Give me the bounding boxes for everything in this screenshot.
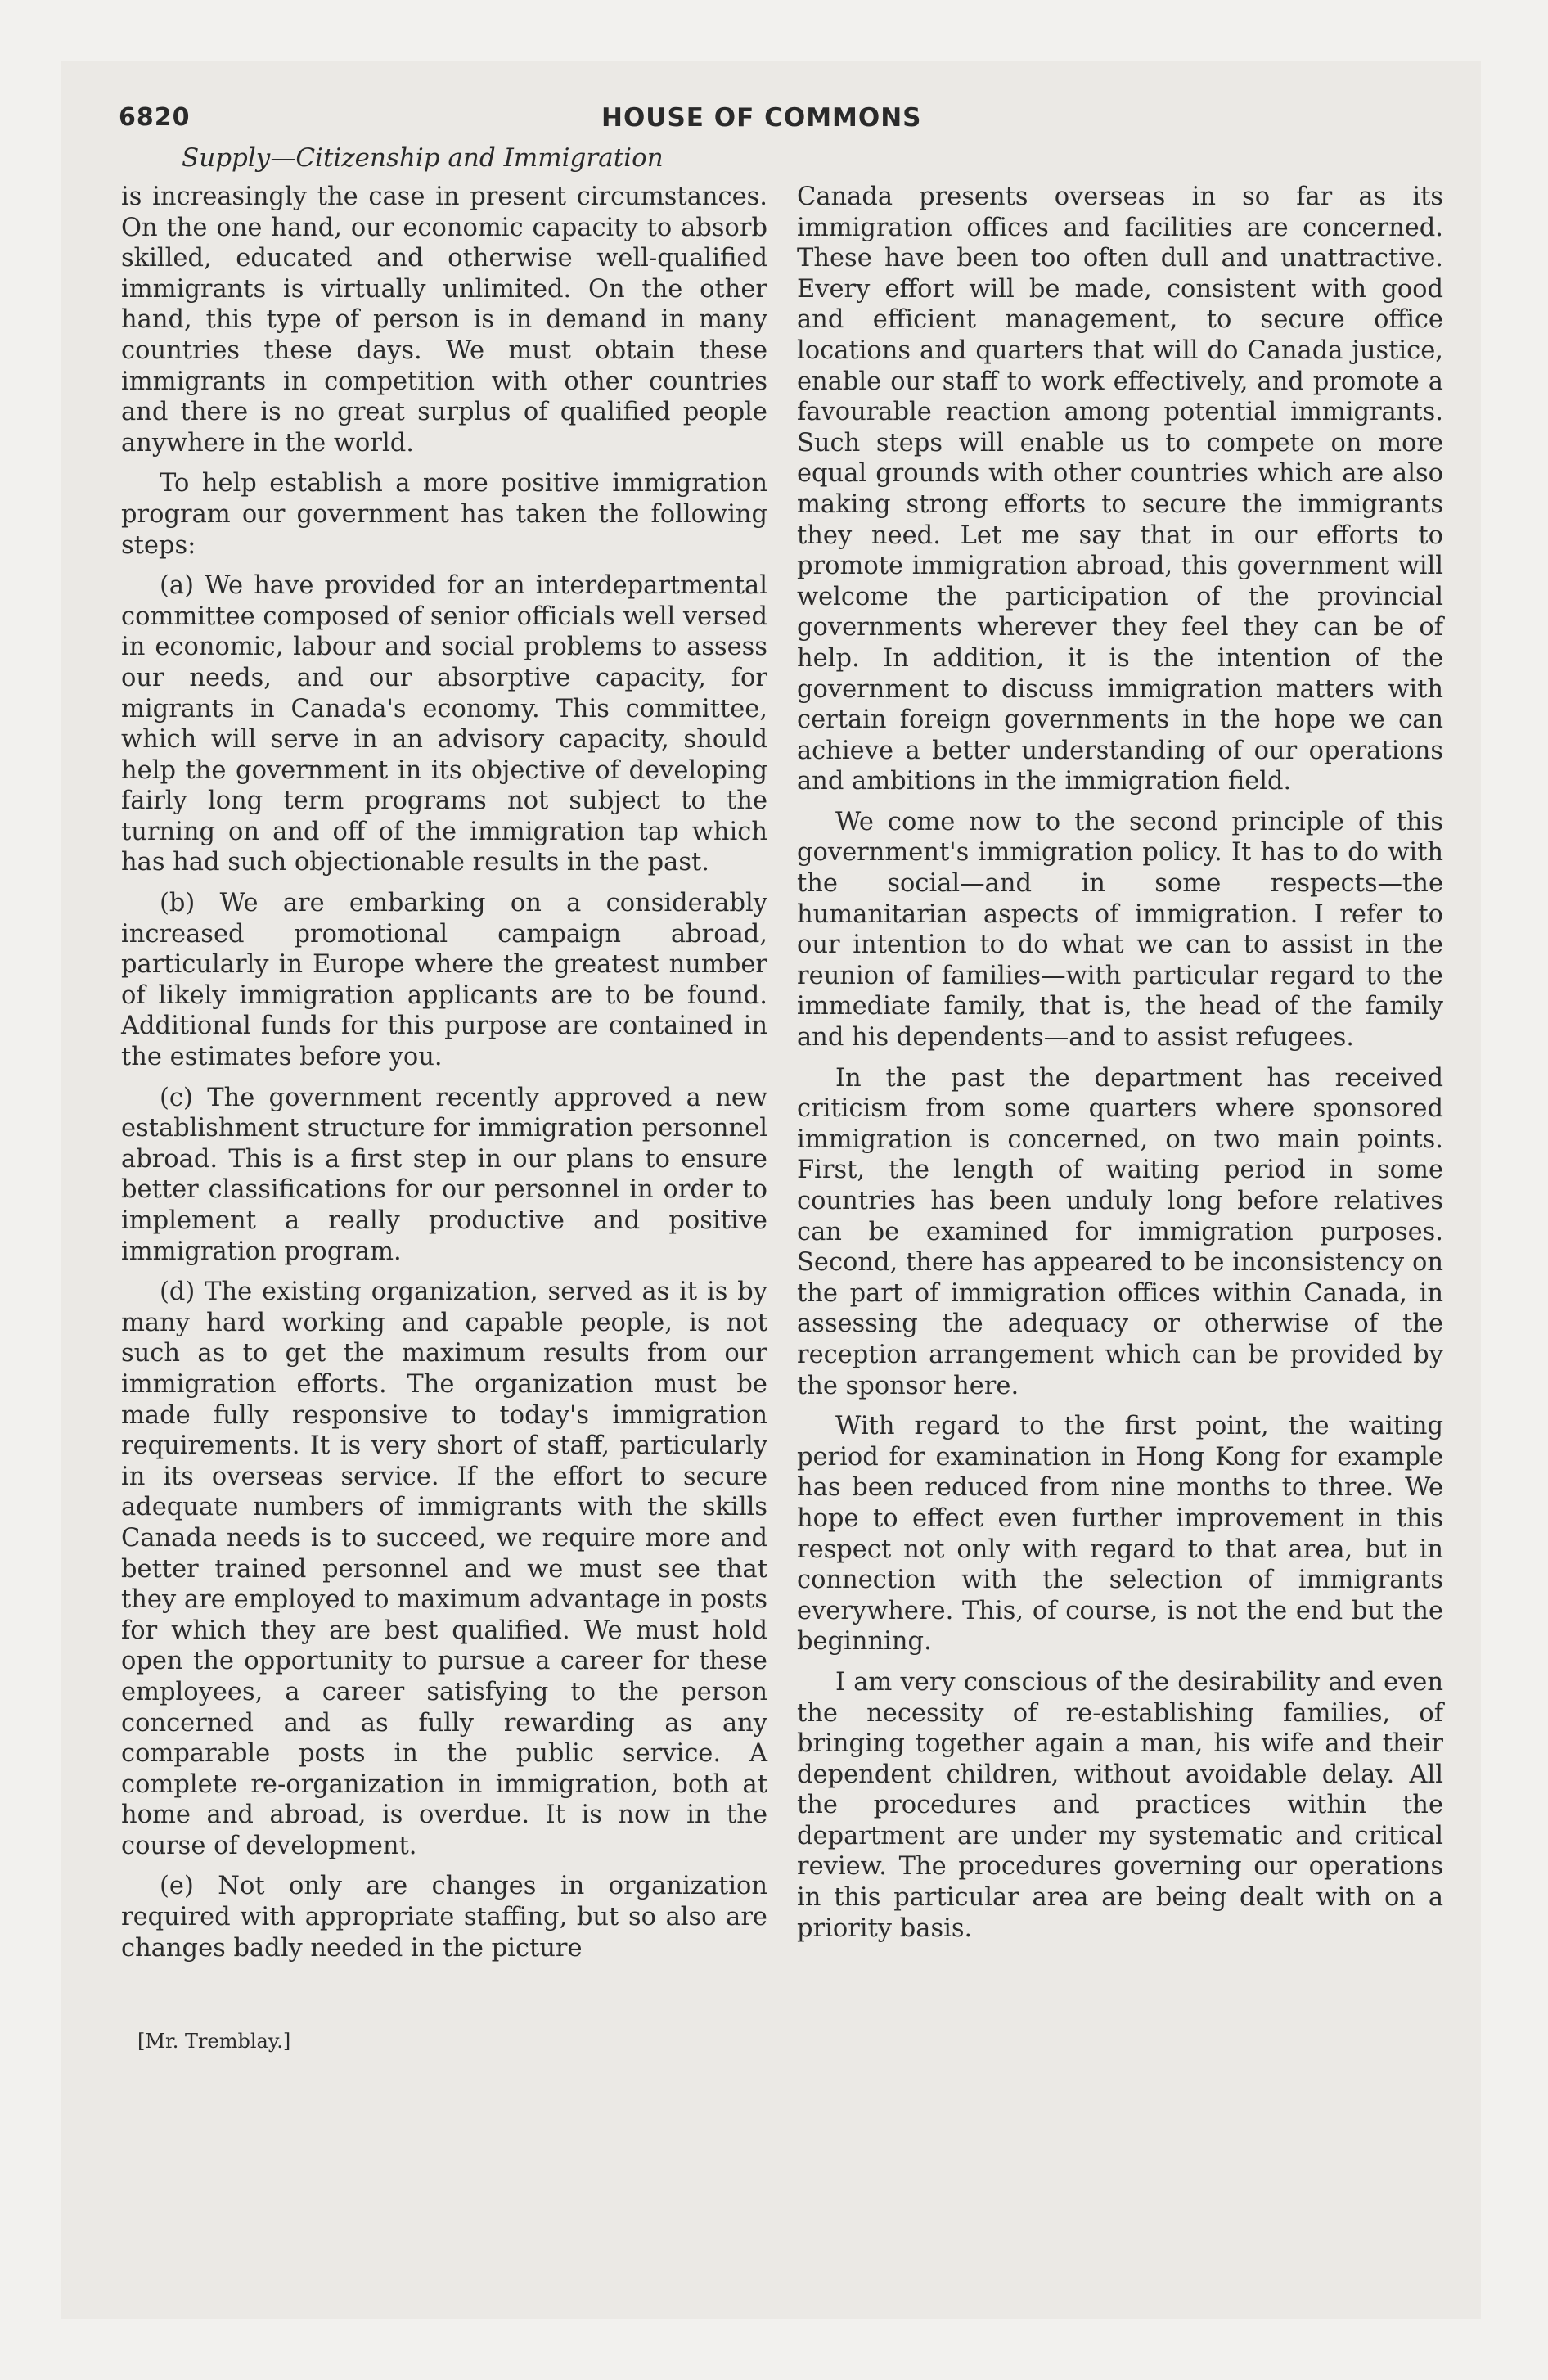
paragraph: Canada presents overseas in so far as its immigration offices and facilities are concerned. These have been too often dull and unattractive. Every effort will be made, consistent with good and efficient management, to secure office locations and quarters that will do Canada justice, enable our staff to work effectively, and promote a favourable reaction among potential immigrants. Such steps will enable us to compete on more equal grounds with other countries which are also making strong efforts to secure the immigrants they need. Let me say that in our efforts to promote immigration abroad, this government will welcome the participation of the provincial governments wherever they feel they can be of help. In addition, it is the intention of the government to discuss immigration matters with certain foreign governments in the hope we can achieve a better understanding of our operations and ambitions in the immigration field. <box>797 183 1443 796</box>
page-header <box>119 103 1444 142</box>
paragraph: (c) The government recently approved a new establishment structure for immigration personnel abroad. This is a first step in our plans to ensure better classifications for our personnel in order to implement a really productive and positive immigration program. <box>121 1083 767 1266</box>
paragraph: is increasingly the case in present circumstances. On the one hand, our economic capacity to absorb skilled, educated and otherwise well-qualified immigrants is virtually unlimited. On the other hand, this type of person is in demand in many countries these days. We must obtain these immigrants in competition with other countries and there is no great surplus of qualified people anywhere in the world. <box>121 183 767 458</box>
paragraph: With regard to the first point, the waiting period for examination in Hong Kong for example has been reduced from nine months to three. We hope to effect even further improvement in this respect not only with regard to that area, but in connection with the selection of immigrants everywhere. This, of course, is not the end but the beginning. <box>797 1412 1443 1657</box>
paragraph: We come now to the second principle of this government's immigration policy. It has to do with the social—and in some respects—the humanitarian aspects of immigration. I refer to our intention to do what we can to assist in the reunion of families—with particular regard to the immediate family, that is, the head of the family and his dependents—and to assist refugees. <box>797 807 1443 1053</box>
paragraph: In the past the department has received criticism from some quarters where sponsored immigration is concerned, on two main points. First, the length of waiting period in some countries has been unduly long before relatives can be examined for immigration purposes. Second, there has appeared to be inconsistency on the part of immigration offices within Canada, in assessing the adequacy or otherwise of the reception arrangement which can be provided by the sponsor here. <box>797 1063 1443 1400</box>
paragraph: To help establish a more positive immigration program our government has taken the following steps: <box>121 469 767 560</box>
left-column <box>121 182 767 1973</box>
page-number: 6820 <box>119 103 191 132</box>
paragraph: (e) Not only are changes in organization required with appropriate staffing, but so also are changes badly needed in the picture <box>121 1872 767 1963</box>
right-column <box>797 182 1443 1954</box>
section-subtitle: Supply—Citizenship and Immigration <box>182 143 664 173</box>
speaker-footer: [Mr. Tremblay.] <box>137 2030 291 2053</box>
paragraph: (b) We are embarking on a considerably increased promotional campaign abroad, particularly in Europe where the greatest number of likely immigration applicants are to be found. Additional funds for this purpose are contained in the estimates before you. <box>121 889 767 1072</box>
paragraph: (d) The existing organization, served as it is by many hard working and capable people, is not such as to get the maximum results from our immigration efforts. The organization must be made fully responsive to today's immigration requirements. It is very short of staff, particularly in its overseas service. If the effort to secure adequate numbers of immigrants with the skills Canada needs is to succeed, we require more and better trained personnel and we must see that they are employed to maximum advantage in posts for which they are best qualified. We must hold open the opportunity to pursue a career for these employees, a career satisfying to the person concerned and as fully rewarding as any comparable posts in the public service. A complete re-organization in immigration, both at home and abroad, is overdue. It is now in the course of development. <box>121 1278 767 1860</box>
page-title: HOUSE OF COMMONS <box>601 103 922 133</box>
paragraph: (a) We have provided for an interdepartmental committee composed of senior officials well versed in economic, labour and social problems to assess our needs, and our absorptive capacity, for migrants in Canada's economy. This committee, which will serve in an advisory capacity, should help the government in its objective of developing fairly long term programs not subject to the turning on and off of the immigration tap which has had such objectionable results in the past. <box>121 571 767 877</box>
paragraph: I am very conscious of the desirability and even the necessity of re-establishing families, of bringing together again a man, his wife and their dependent children, without avoidable delay. All the procedures and practices within the department are under my systematic and critical review. The procedures governing our operations in this particular area are being dealt with on a priority basis. <box>797 1667 1443 1943</box>
